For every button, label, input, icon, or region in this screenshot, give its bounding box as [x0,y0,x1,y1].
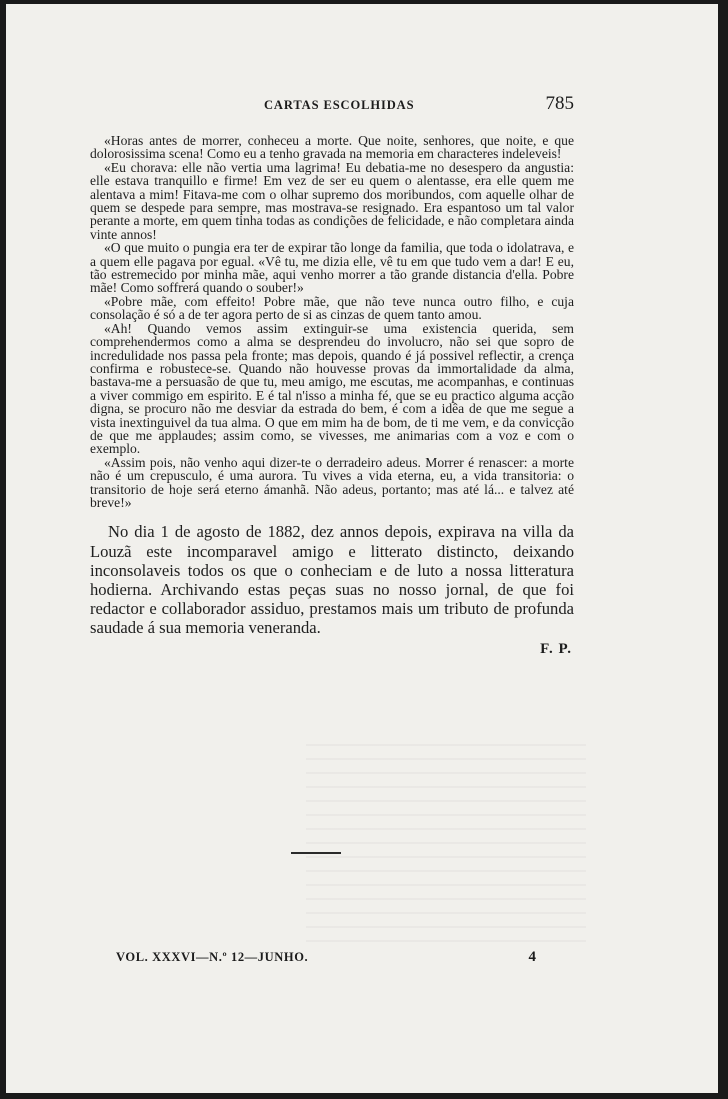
body-text [90,134,574,658]
running-head [90,93,574,116]
running-title: CARTAS ESCOLHIDAS [264,98,415,112]
letter-paragraph: «Ah! Quando vemos assim extinguir-se uma existencia querida, sem comprehendermos como a alma se desprendeu do involucro, não sei que sopro de incredulidade nos passa pela fronte; mas depois, quando é já possivel reflectir, a crença confirma e robustece-se. Quando não houvesse provas da immortalidade da alma, bastava-me a persuasão de que tu, meu amigo, me escutas, me acompanhas, e continuas a viver commigo em espirito. E é tal n'isso a minha fé, que se eu practico alguma acção digna, se procuro não me desviar da estrada do bem, é com a idêa de que me segue a vista inextinguivel da tua alma. O que em mim ha de bom, de ti me vem, e da convicção de que me applaudes; assim como, se vivesses, me animarias com a voz e com o exemplo. [90,320,574,457]
narrative-paragraph: No dia 1 de agosto de 1882, dez annos depois, expirava na villa da Louzã este incomparavel amigo e litterato distincto, deixando inconsolaveis todos os que o conheciam e de luto a nossa litteratura hodierna. Archivando estas peças suas no nosso jornal, de que foi redactor e collaborador assiduo, prestamos mais um tributo de profunda saudade á sua memoria veneranda. [90,522,574,638]
gathering-signature-mark: 4 [528,949,536,965]
narrative-section [90,522,574,657]
letter-paragraph: «Assim pois, não venho aqui dizer-te o derradeiro adeus. Morrer é renascer: a morte não é um crepusculo, é uma aurora. Tu vives a vida eterna, eu, a vida transitoria: o transitorio de hoje será eterno ámanhã. Não adeus, portanto; mas até lá... e talvez até breve!» [90,454,574,510]
page-number: 785 [545,93,574,114]
section-rule [291,852,341,854]
page-footer [116,950,536,970]
show-through-texture [306,744,586,944]
volume-signature-line: VOL. XXXVI—N.º 12—JUNHO. [116,950,309,964]
letter-paragraph: «Horas antes de morrer, conheceu a morte. Que noite, senhores, que noite, e que dolorosissima scena! Como eu a tenho gravada na memoria em characteres indeleveis! [90,133,574,162]
letter-paragraph: «Pobre mãe, com effeito! Pobre mãe, que não teve nunca outro filho, e cuja consolação é só a de ter agora perto de si as cinzas de quem tanto amou. [90,293,574,323]
letter-paragraph: «O que muito o pungia era ter de expirar tão longe da familia, que toda o idolatrava, e a quem elle pagava por egual. «Vê tu, me dizia elle, vê tu em que tudo vem a dar! E eu, tão estremecido por minha mãe, aqui venho morrer a tão grande distancia d'ella. Pobre mãe! Como soffrerá quando o souber!» [90,240,574,296]
author-signature: F. P. [540,640,572,657]
letter-paragraph: «Eu chorava: elle não vertia uma lagrima! Eu debatia-me no desespero da angustia: elle estava tranquillo e firme! Em vez de ser eu quem o alentasse, era elle quem me alentava a mim! Fitava-me com o olhar supremo dos moribundos, com aquelle olhar de quem se despede para sempre, mas mostrava-se resignado. Era espantoso um tal valor perante a morte, em quem tinha todas as condições de felicidade, e não completara ainda vinte annos! [90,159,574,242]
document-page [6,4,718,1093]
letter-quotation [90,134,574,509]
